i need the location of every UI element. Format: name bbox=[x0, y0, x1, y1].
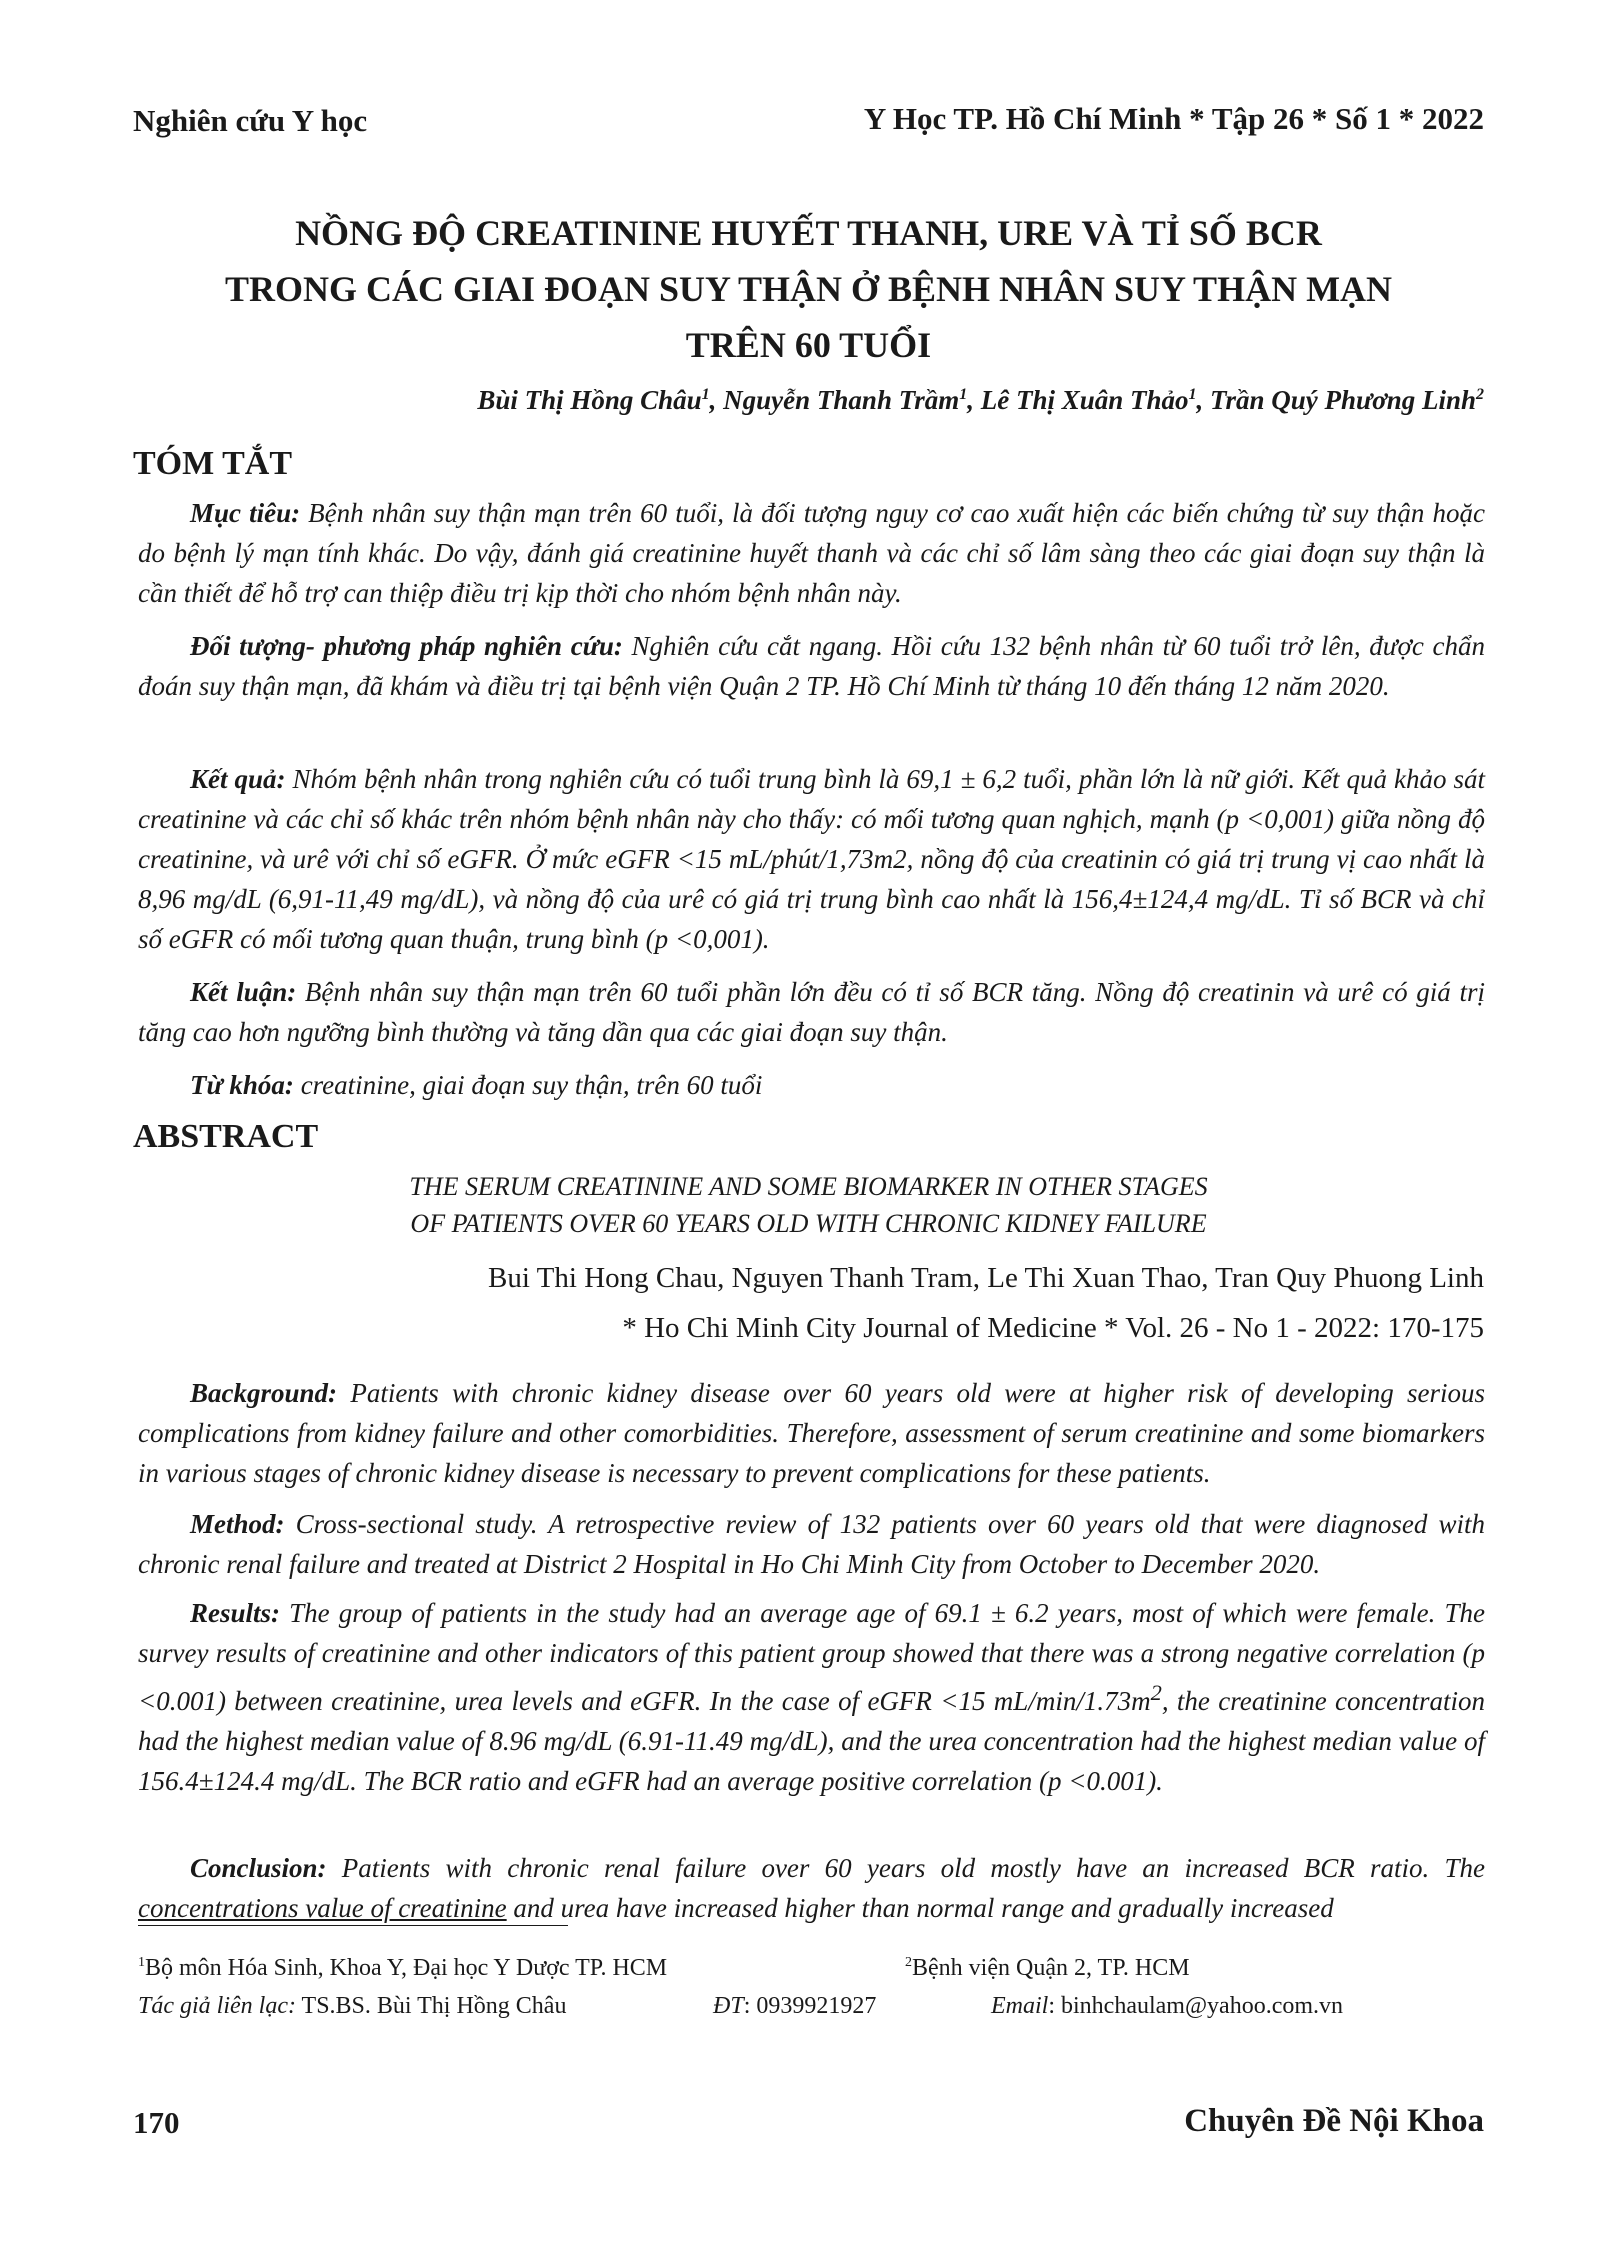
abstract-heading: ABSTRACT bbox=[133, 1118, 319, 1155]
running-header-left: Nghiên cứu Y học bbox=[133, 103, 368, 138]
paragraph-text: Patients with chronic kidney disease over 60 years old were at higher risk of developing serious complications from kidney failure and other comorbidities. Therefore, assessment of serum creatinine and some biomarkers in various stages of chronic kidney disease is necessary to prevent complications for these patients. bbox=[138, 1378, 1485, 1488]
author-list bbox=[477, 385, 1484, 416]
footnote-text: Bộ môn Hóa Sinh, Khoa Y, Đại học Y Dược TP. HCM bbox=[145, 1955, 668, 1981]
paragraph-label: Từ khóa: bbox=[190, 1070, 294, 1100]
summary-conclusion-paragraph bbox=[138, 972, 1485, 1052]
english-author-list: Bui Thi Hong Chau, Nguyen Thanh Tram, Le Thi Xuan Thao, Tran Quy Phuong Linh bbox=[488, 1262, 1484, 1294]
author-separator: , bbox=[709, 385, 724, 415]
author-separator: , bbox=[967, 385, 981, 415]
abstract-conclusion-paragraph bbox=[138, 1848, 1485, 1928]
paragraph-text: and urea have increased higher than normal range and gradually increased bbox=[506, 1893, 1334, 1923]
footnote-mark: 1 bbox=[138, 1955, 145, 1970]
english-title bbox=[133, 1168, 1484, 1242]
underlined-text: concentrations value of creatinine bbox=[138, 1893, 507, 1923]
paragraph-text: Bệnh nhân suy thận mạn trên 60 tuổi phần lớn đều có tỉ số BCR tăng. Nồng độ creatinin và urê có giá trị tăng cao hơn ngưỡng bình thường và tăng dần qua các giai đoạn suy thận. bbox=[138, 977, 1485, 1047]
author-affiliation-mark: 1 bbox=[1188, 386, 1197, 403]
summary-heading: TÓM TẮT bbox=[133, 445, 293, 482]
paragraph-text: Cross-sectional study. A retrospective review of 132 patients over 60 years old that were diagnosed with chronic renal failure and treated at District 2 Hospital in Ho Chi Minh City from October to December 2020. bbox=[138, 1509, 1485, 1579]
email-value: : binhchaulam@yahoo.com.vn bbox=[1048, 1993, 1344, 2019]
english-title-line: OF PATIENTS OVER 60 YEARS OLD WITH CHRONIC KIDNEY FAILURE bbox=[410, 1209, 1207, 1238]
summary-methods-paragraph bbox=[138, 626, 1485, 706]
affiliation-footnote bbox=[138, 1955, 667, 1982]
author-name: Bùi Thị Hồng Châu bbox=[477, 385, 702, 415]
phone-value: : 0939921927 bbox=[743, 1993, 877, 2019]
paragraph-text: The group of patients in the study had an average age of 69.1 ± 6.2 years, most of which were female. The survey results of creatinine and other indicators of this patient group showed that there was a strong negative correlation (p <0.001) between creatinine, urea levels and eGFR. In the case of eGFR <15 mL/min/1.73m bbox=[138, 1598, 1485, 1716]
author-affiliation-mark: 1 bbox=[959, 386, 968, 403]
title-line: NỒNG ĐỘ CREATININE HUYẾT THANH, URE VÀ TỈ SỐ BCR bbox=[295, 213, 1322, 253]
email-label: Email bbox=[991, 1993, 1049, 2019]
title-line: TRÊN 60 TUỔI bbox=[685, 325, 932, 365]
contact-value: TS.BS. Bùi Thị Hồng Châu bbox=[295, 1993, 567, 2019]
paragraph-label: Results: bbox=[190, 1598, 281, 1628]
article-title bbox=[133, 205, 1484, 373]
author-name: Trần Quý Phương Linh bbox=[1210, 385, 1476, 415]
contact-label: Tác giả liên lạc: bbox=[138, 1993, 296, 2019]
author-separator: , bbox=[1196, 385, 1211, 415]
footnote-text: Bệnh viện Quận 2, TP. HCM bbox=[912, 1955, 1190, 1981]
paragraph-label: Conclusion: bbox=[190, 1853, 327, 1883]
author-affiliation-mark: 2 bbox=[1476, 386, 1484, 403]
running-header-right: Y Học TP. Hồ Chí Minh * Tập 26 * Số 1 * 2022 bbox=[863, 101, 1484, 136]
journal-citation: * Ho Chi Minh City Journal of Medicine * Vol. 26 - No 1 - 2022: 170-175 bbox=[622, 1312, 1484, 1344]
footnote-mark: 2 bbox=[905, 1955, 912, 1970]
paragraph-label: Đối tượng- phương pháp nghiên cứu: bbox=[190, 631, 623, 661]
paragraph-text: creatinine, giai đoạn suy thận, trên 60 tuổi bbox=[293, 1070, 763, 1100]
paragraph-label: Kết quả: bbox=[190, 764, 286, 794]
summary-results-paragraph bbox=[138, 759, 1485, 959]
summary-keywords-paragraph bbox=[138, 1065, 1485, 1105]
abstract-method-paragraph bbox=[138, 1504, 1485, 1584]
paragraph-label: Mục tiêu: bbox=[190, 498, 301, 528]
author-name: Lê Thị Xuân Thảo bbox=[980, 385, 1189, 415]
english-title-line: THE SERUM CREATININE AND SOME BIOMARKER IN OTHER STAGES bbox=[409, 1172, 1208, 1201]
phone-label: ĐT bbox=[713, 1993, 744, 2019]
abstract-results-paragraph bbox=[138, 1593, 1485, 1801]
contact-email bbox=[991, 1993, 1343, 2020]
author-name: Nguyễn Thanh Trầm bbox=[723, 385, 960, 415]
running-footer-section: Chuyên Đề Nội Khoa bbox=[1184, 2103, 1484, 2139]
contact-phone bbox=[713, 1993, 876, 2020]
paragraph-text: Patients with chronic renal failure over 60 years old mostly have an increased BCR ratio. The bbox=[326, 1853, 1485, 1883]
paragraph-label: Method: bbox=[190, 1509, 285, 1539]
abstract-background-paragraph bbox=[138, 1373, 1485, 1493]
paragraph-label: Kết luận: bbox=[190, 977, 297, 1007]
page-number: 170 bbox=[133, 2105, 180, 2140]
affiliation-footnote bbox=[905, 1955, 1190, 1982]
paragraph-text: Nhóm bệnh nhân trong nghiên cứu có tuổi trung bình là 69,1 ± 6,2 tuổi, phần lớn là nữ giới. Kết quả khảo sát creatinine và các chỉ số khác trên nhóm bệnh nhân này cho thấy: có mối tương quan nghịch, mạnh (p <0,001) giữa nồng độ creatinine, và urê với chỉ số eGFR. Ở mức eGFR <15 mL/phút/1,73m2, nồng độ của creatinin có giá trị trung vị cao nhất là 8,96 mg/dL (6,91-11,49 mg/dL), và nồng độ của urê có giá trị trung bình cao nhất là 156,4±124,4 mg/dL. Tỉ số BCR và chỉ số eGFR có mối tương quan thuận, trung bình (p <0,001). bbox=[138, 764, 1485, 954]
paragraph-text: Nghiên cứu cắt ngang. Hồi cứu 132 bệnh nhân từ 60 tuổi trở lên, được chẩn đoán suy thận mạn, đã khám và điều trị tại bệnh viện Quận 2 TP. Hồ Chí Minh từ tháng 10 đến tháng 12 năm 2020. bbox=[138, 631, 1485, 701]
superscript: 2 bbox=[1150, 1680, 1162, 1705]
paragraph-text: Bệnh nhân suy thận mạn trên 60 tuổi, là đối tượng nguy cơ cao xuất hiện các biến chứng từ suy thận hoặc do bệnh lý mạn tính khác. Do vậy, đánh giá creatinine huyết thanh và các chỉ số lâm sàng theo các giai đoạn suy thận là cần thiết để hỗ trợ can thiệp điều trị kịp thời cho nhóm bệnh nhân này. bbox=[138, 498, 1485, 608]
summary-objective-paragraph bbox=[138, 493, 1485, 613]
footnote-divider bbox=[138, 1925, 568, 1926]
corresponding-author bbox=[138, 1993, 566, 2020]
paragraph-label: Background: bbox=[190, 1378, 338, 1408]
author-affiliation-mark: 1 bbox=[701, 386, 710, 403]
title-line: TRONG CÁC GIAI ĐOẠN SUY THẬN Ở BỆNH NHÂN SUY THẬN MẠN bbox=[224, 269, 1393, 309]
paragraph-text: , the creatinine concentration had the highest median value of 8.96 mg/dL (6.91-11.49 mg/dL), and the urea concentration had the highest median value of 156.4±124.4 mg/dL. The BCR ratio and eGFR had an average positive correlation (p <0.001). bbox=[138, 1686, 1485, 1796]
